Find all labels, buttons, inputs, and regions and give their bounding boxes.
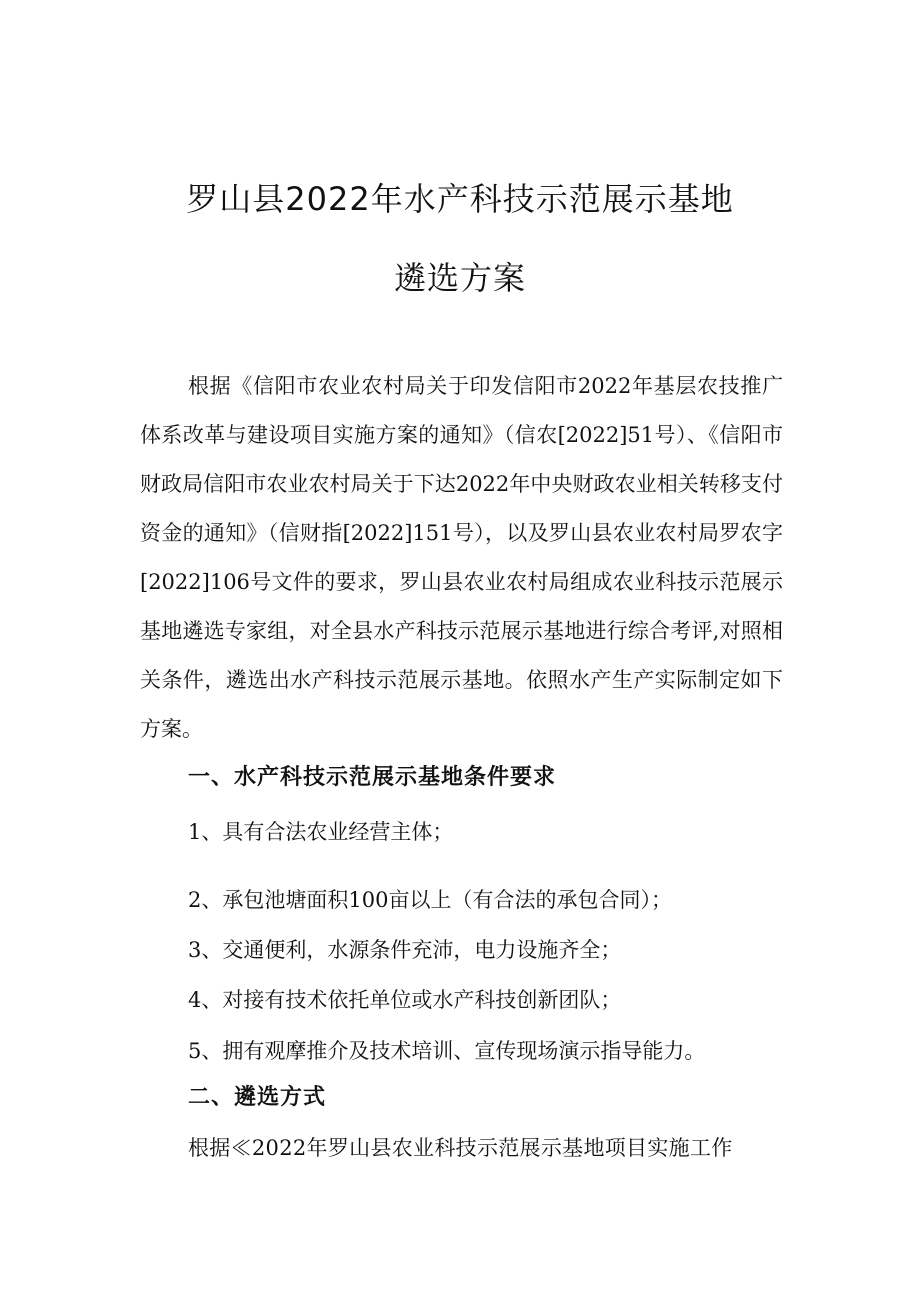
document-subtitle: 遴选方案 [393, 259, 526, 297]
requirement-item-5: 5、拥有观摩推介及技术培训、宣传现场演示指导能力。 [188, 1039, 706, 1063]
requirement-item-3: 3、交通便利，水源条件充沛，电力设施齐全； [188, 938, 622, 962]
intro-paragraph: 根据《信阳市农业农村局关于印发信阳市2022年基层农技推广体系改革与建设项目实施方案的通知》（信农[2022]51号）、《信阳市财政局信阳市农业农村局关于下达2022年中央财政农业相关转移支付资金的通知》（信财指[2022]151号），以及罗山县农业农村局罗农字[2022]106号文件的要求，罗山县农业农村局组成农业科技示范展示基地遴选专家组，对全县水产科技示范展示基地进行综合考评,对照相关条件，遴选出水产科技示范展示基地。依照水产生产实际制定如下方案。 [140, 374, 783, 741]
requirement-item-1: 1、具有合法农业经营主体； [188, 820, 454, 844]
document-title: 罗山县2022年水产科技示范展示基地 [186, 180, 734, 218]
section-1-heading: 一、水产科技示范展示基地条件要求 [188, 765, 557, 790]
section-2-paragraph-start: 根据≪2022年罗山县农业科技示范展示基地项目实施工作 [188, 1136, 733, 1160]
requirement-item-2: 2、承包池塘面积100亩以上（有合法的承包合同）； [188, 888, 672, 912]
requirement-item-4: 4、对接有技术依托单位或水产科技创新团队； [188, 988, 622, 1012]
section-2-heading: 二、遴选方式 [188, 1085, 327, 1110]
